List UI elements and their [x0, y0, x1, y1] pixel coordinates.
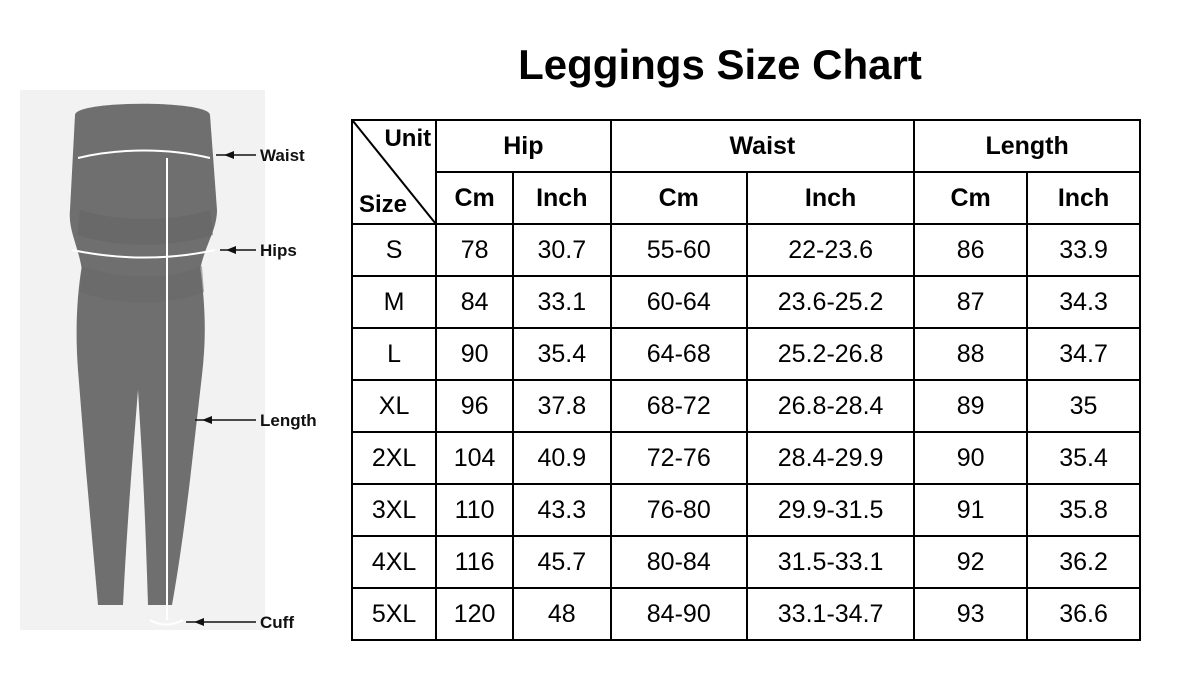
cell-waist-inch: 25.2-26.8: [747, 328, 914, 380]
leggings-illustration: [20, 60, 340, 630]
cell-hip-cm: 116: [436, 536, 513, 588]
unit-header-hip-cm: Cm: [436, 172, 513, 224]
cell-waist-cm: 76-80: [611, 484, 747, 536]
cell-length-inch: 35.4: [1027, 432, 1140, 484]
table-row: [352, 536, 1140, 588]
group-header-waist: Waist: [611, 120, 915, 172]
cell-size: M: [352, 276, 436, 328]
cell-waist-inch: 28.4-29.9: [747, 432, 914, 484]
cell-length-cm: 88: [914, 328, 1027, 380]
unit-header-length-cm: Cm: [914, 172, 1027, 224]
label-cuff: Cuff: [260, 613, 294, 630]
label-length: Length: [260, 411, 317, 430]
cell-length-cm: 93: [914, 588, 1027, 640]
cell-length-inch: 34.7: [1027, 328, 1140, 380]
cell-length-cm: 92: [914, 536, 1027, 588]
leggings-diagram: [20, 60, 340, 630]
cell-length-inch: 34.3: [1027, 276, 1140, 328]
cell-length-cm: 87: [914, 276, 1027, 328]
cell-waist-cm: 68-72: [611, 380, 747, 432]
table-row: [352, 588, 1140, 640]
cell-waist-inch: 26.8-28.4: [747, 380, 914, 432]
table-row: [352, 328, 1140, 380]
unit-label: Unit: [384, 125, 432, 152]
table-row: [352, 224, 1140, 276]
table-body: [352, 224, 1140, 640]
table-row: [352, 276, 1140, 328]
cell-hip-inch: 35.4: [513, 328, 610, 380]
cell-hip-cm: 104: [436, 432, 513, 484]
cell-hip-cm: 110: [436, 484, 513, 536]
table-row: [352, 380, 1140, 432]
cell-hip-inch: 37.8: [513, 380, 610, 432]
unit-header-hip-inch: Inch: [513, 172, 610, 224]
group-header-length: Length: [914, 120, 1140, 172]
table-row: [352, 484, 1140, 536]
unit-header-waist-inch: Inch: [747, 172, 914, 224]
cell-length-cm: 86: [914, 224, 1027, 276]
cell-length-cm: 89: [914, 380, 1027, 432]
label-waist: Waist: [260, 146, 305, 165]
group-header-hip: Hip: [436, 120, 610, 172]
cell-length-cm: 91: [914, 484, 1027, 536]
label-hips: Hips: [260, 241, 297, 260]
cell-hip-inch: 48: [513, 588, 610, 640]
cell-hip-inch: 43.3: [513, 484, 610, 536]
cell-hip-inch: 33.1: [513, 276, 610, 328]
cell-hip-inch: 30.7: [513, 224, 610, 276]
cell-size: XL: [352, 380, 436, 432]
page-title: Leggings Size Chart: [518, 41, 922, 88]
cell-waist-cm: 72-76: [611, 432, 747, 484]
cell-length-inch: 36.6: [1027, 588, 1140, 640]
corner-unit-size-cell: [352, 120, 436, 224]
cell-hip-cm: 96: [436, 380, 513, 432]
cell-waist-inch: 22-23.6: [747, 224, 914, 276]
unit-header-waist-cm: Cm: [611, 172, 747, 224]
size-chart-table: [351, 119, 1141, 641]
cell-waist-inch: 33.1-34.7: [747, 588, 914, 640]
cell-waist-inch: 23.6-25.2: [747, 276, 914, 328]
table-header-groups: [352, 120, 1140, 172]
cell-length-inch: 35: [1027, 380, 1140, 432]
cell-size: S: [352, 224, 436, 276]
cell-size: 5XL: [352, 588, 436, 640]
cell-hip-cm: 84: [436, 276, 513, 328]
cell-size: 3XL: [352, 484, 436, 536]
cell-waist-cm: 60-64: [611, 276, 747, 328]
cell-length-inch: 35.8: [1027, 484, 1140, 536]
cell-waist-cm: 84-90: [611, 588, 747, 640]
cell-size: 2XL: [352, 432, 436, 484]
cell-length-inch: 33.9: [1027, 224, 1140, 276]
cell-hip-cm: 120: [436, 588, 513, 640]
cell-length-inch: 36.2: [1027, 536, 1140, 588]
cell-length-cm: 90: [914, 432, 1027, 484]
cell-waist-cm: 64-68: [611, 328, 747, 380]
cell-hip-cm: 90: [436, 328, 513, 380]
cell-waist-cm: 80-84: [611, 536, 747, 588]
cell-hip-inch: 45.7: [513, 536, 610, 588]
cell-hip-inch: 40.9: [513, 432, 610, 484]
size-label: Size: [359, 191, 408, 218]
cell-waist-inch: 29.9-31.5: [747, 484, 914, 536]
cell-size: 4XL: [352, 536, 436, 588]
cell-hip-cm: 78: [436, 224, 513, 276]
cell-waist-cm: 55-60: [611, 224, 747, 276]
cell-waist-inch: 31.5-33.1: [747, 536, 914, 588]
table-header-units: [352, 172, 1140, 224]
cell-size: L: [352, 328, 436, 380]
unit-header-length-inch: Inch: [1027, 172, 1140, 224]
table-row: [352, 432, 1140, 484]
